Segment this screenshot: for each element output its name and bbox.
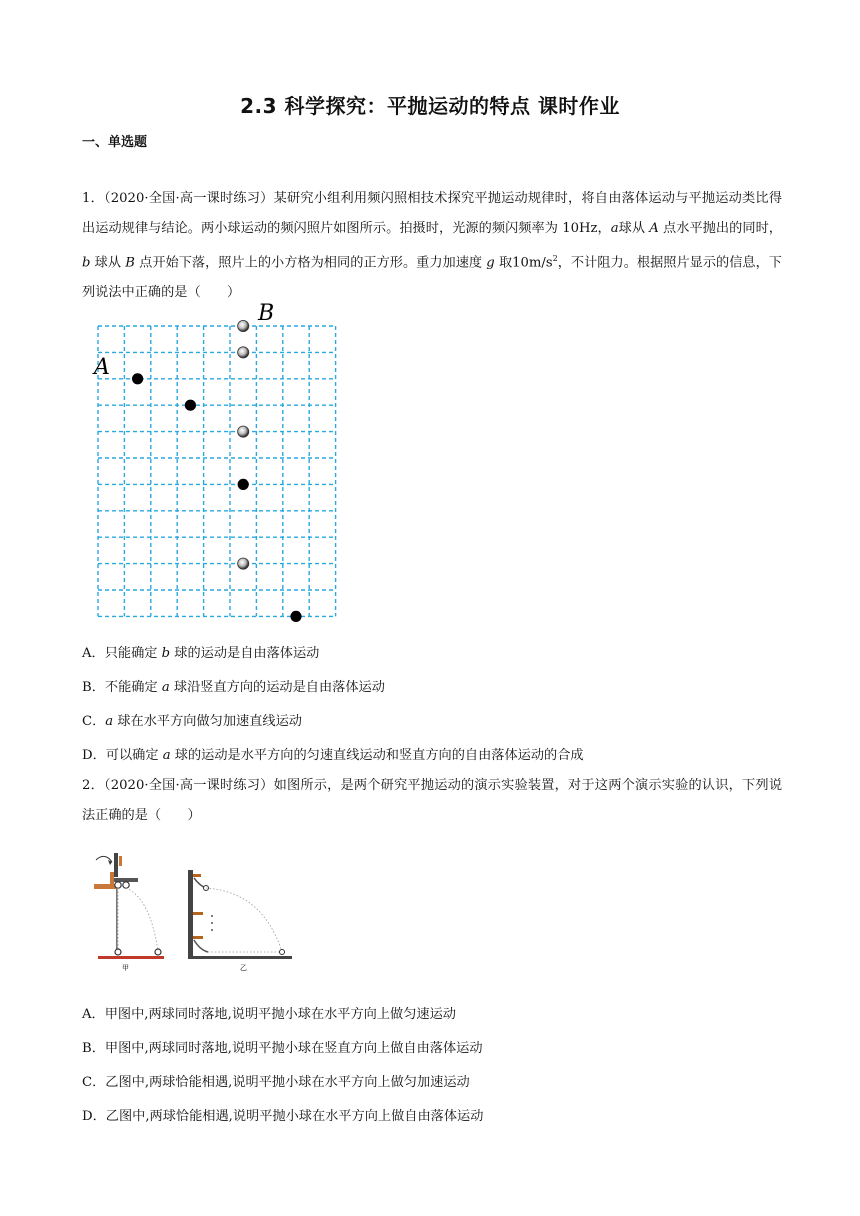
q1-option-c[interactable]: C．a 球在水平方向做匀加速直线运动 — [82, 714, 302, 729]
q2-option-c[interactable]: C．乙图中,两球恰能相遇,说明平抛小球在水平方向上做匀加速运动 — [82, 1075, 470, 1090]
q1-option-d[interactable]: D．可以确定 a 球的运动是水平方向的匀速直线运动和竖直方向的自由落体运动的合成 — [82, 748, 584, 763]
grid-lines — [98, 326, 336, 616]
question-number: 1． — [82, 191, 104, 206]
ball-a — [238, 479, 249, 490]
question-source: （2020·全国·高一课时练习） — [103, 191, 274, 206]
point-label-b: B — [258, 301, 275, 326]
question-2-stem: 2．（2020·全国·高一课时练习）如图所示，是两个研究平抛运动的演示实验装置，对于这两个演示实验的认识，下列说法正确的是（ ） — [82, 778, 782, 823]
balls — [132, 320, 302, 622]
apparatus-yi — [188, 870, 292, 972]
question-number: 2． — [82, 778, 104, 793]
ball-a — [185, 400, 196, 411]
ball-a — [290, 611, 301, 622]
figure-label-yi: 乙 — [240, 964, 247, 972]
question-1-stem: 1．（2020·全国·高一课时练习）某研究小组利用频闪照相技术探究平抛运动规律时，将自由落体运动与平抛运动类比得出运动规律与结论。两小球运动的频闪照片如图所示。拍摄时，光源的频闪频率为 10Hz，a球从 A 点水平抛出的同时，b 球从 B 点开始下落，照片上的小方格为相同的正方形。重力加速度 g 取$10m/s^2$，不计阻力。根据照片显示的信息，下列说法中正确的是（ ） — [82, 191, 782, 301]
ball-b — [238, 558, 249, 569]
ball-b — [238, 426, 249, 437]
point-label-a: A — [94, 355, 110, 380]
apparatus-jia — [94, 853, 164, 972]
figure-label-jia: 甲 — [122, 964, 129, 972]
q2-option-b[interactable]: B．甲图中,两球同时落地,说明平抛小球在竖直方向上做自由落体运动 — [82, 1041, 483, 1056]
ball-b — [238, 320, 249, 331]
q2-option-a[interactable]: A．甲图中,两球同时落地,说明平抛小球在水平方向上做匀速运动 — [82, 1007, 456, 1022]
q2-option-d[interactable]: D．乙图中,两球恰能相遇,说明平抛小球在水平方向上做自由落体运动 — [82, 1109, 484, 1124]
apparatus-figure — [88, 848, 298, 978]
ball-a — [132, 373, 143, 384]
ball-b — [238, 347, 249, 358]
page-title: 2.3 科学探究：平抛运动的特点 课时作业 — [240, 94, 620, 118]
section-heading: 一、单选题 — [82, 135, 148, 150]
q1-option-a[interactable]: A．只能确定 b 球的运动是自由落体运动 — [82, 646, 320, 661]
question-source: （2020·全国·高一课时练习） — [103, 778, 274, 793]
strobe-photo-figure — [88, 296, 358, 626]
q1-option-b[interactable]: B．不能确定 a 球沿竖直方向的运动是自由落体运动 — [82, 680, 385, 695]
